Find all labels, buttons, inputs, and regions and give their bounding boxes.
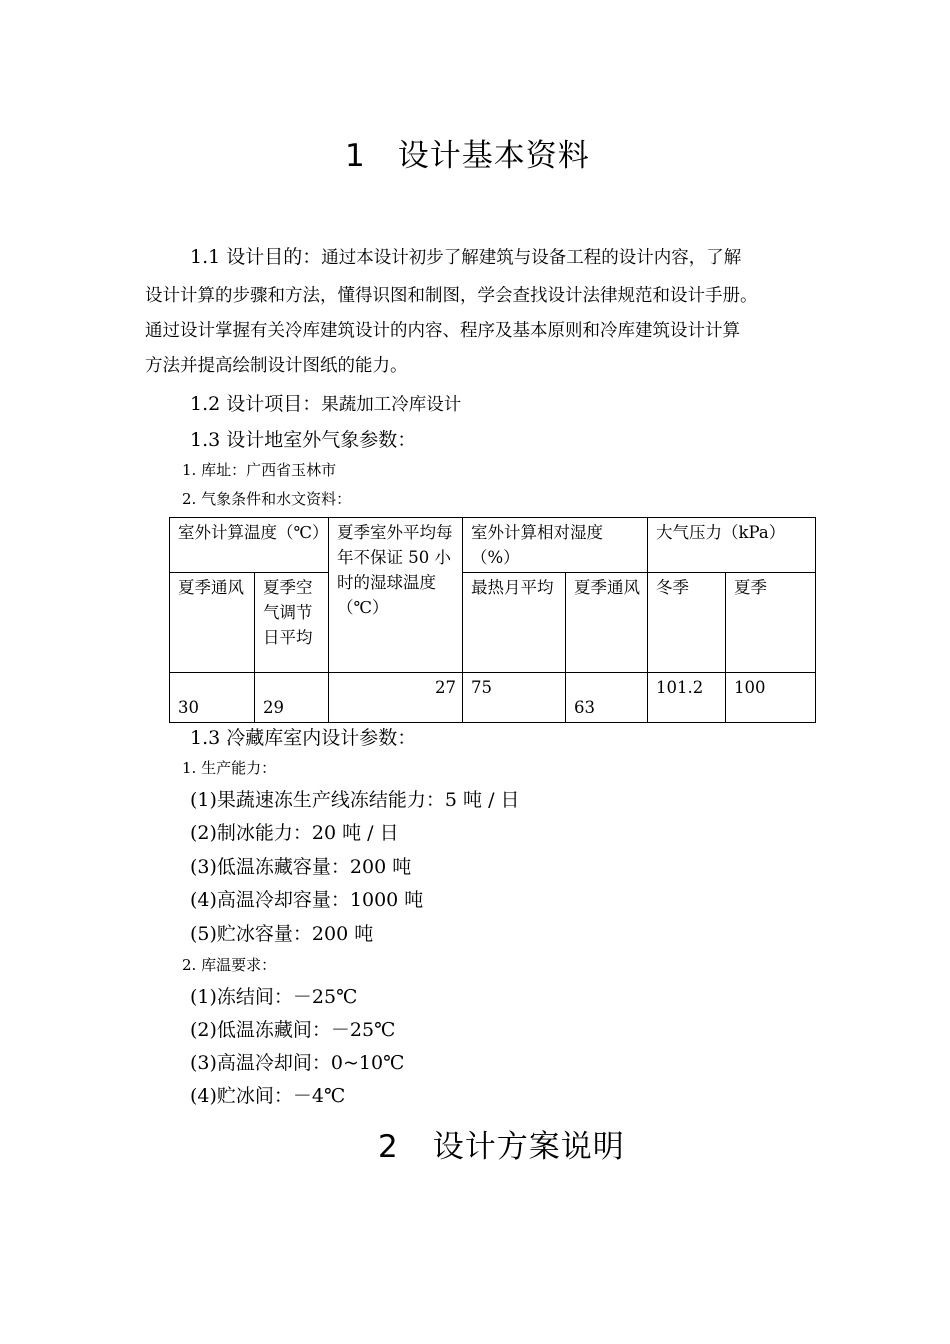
subheader-summer-ventilation-temp: 夏季通风 [170, 573, 255, 673]
header-pressure: 大气压力（kPa） [648, 518, 816, 573]
list-item: 1. 库址：广西省玉林市 [182, 461, 337, 479]
subheader-summer-ventilation-humidity: 夏季通风 [566, 573, 648, 673]
section-1-1 [190, 242, 741, 269]
cell-value: 101.2 [648, 673, 726, 723]
section-1-3-indoor-heading: 1.3 冷藏库室内设计参数： [190, 727, 417, 749]
heading-1-title: 设计基本资料 [397, 138, 590, 174]
temperature-item: (1)冻结间：－25℃ [190, 986, 358, 1008]
cell-value: 29 [255, 673, 329, 723]
section-1-1-label: 1.1 设计目的： [190, 246, 322, 268]
paragraph-line: 设计计算的步骤和方法，懂得识图和制图，学会查找设计法律规范和设计手册。 [145, 286, 758, 306]
section-1-1-line-1: 通过本设计初步了解建筑与设备工程的设计内容，了解 [321, 248, 742, 268]
subheader-summer: 夏季 [726, 573, 816, 673]
capacity-item: (3)低温冻藏容量：200 吨 [190, 856, 412, 878]
cell-value: 27 [329, 673, 463, 723]
temperature-item: (3)高温冷却间：0~10℃ [190, 1052, 405, 1074]
subheading-temperature: 2. 库温要求： [182, 956, 277, 974]
subheading-capacity: 1. 生产能力： [182, 759, 277, 777]
cell-value: 63 [566, 673, 648, 723]
section-1-2-text: 果蔬加工冷库设计 [321, 395, 462, 415]
heading-1-number: 1 [345, 138, 366, 174]
heading-2 [378, 1121, 625, 1166]
list-item: 2. 气象条件和水文资料： [182, 490, 352, 508]
capacity-item: (1)果蔬速冻生产线冻结能力：5 吨 / 日 [190, 789, 520, 811]
heading-2-number: 2 [378, 1129, 399, 1165]
section-1-2 [190, 389, 461, 416]
header-outdoor-temp: 室外计算温度（℃） [170, 518, 329, 573]
subheader-winter: 冬季 [648, 573, 726, 673]
heading-1 [345, 130, 590, 175]
cell-value: 30 [170, 673, 255, 723]
subheader-summer-ac-daily: 夏季空气调节日平均 [255, 573, 329, 673]
heading-2-title: 设计方案说明 [432, 1129, 625, 1165]
weather-table [169, 517, 816, 723]
temperature-item: (2)低温冻藏间：－25℃ [190, 1019, 396, 1041]
paragraph-line: 方法并提高绘制设计图纸的能力。 [145, 356, 408, 376]
temperature-item: (4)贮冰间：－4℃ [190, 1085, 346, 1107]
header-humidity: 室外计算相对湿度（%） [463, 518, 648, 573]
section-1-2-label: 1.2 设计项目： [190, 393, 322, 415]
capacity-item: (4)高温冷却容量：1000 吨 [190, 889, 424, 911]
header-summer-wet-bulb: 夏季室外平均每年不保证 50 小时的湿球温度（℃） [329, 518, 463, 673]
capacity-item: (5)贮冰容量：200 吨 [190, 923, 374, 945]
cell-value: 75 [463, 673, 566, 723]
capacity-item: (2)制冰能力：20 吨 / 日 [190, 822, 399, 844]
section-1-3-outdoor-heading: 1.3 设计地室外气象参数： [190, 429, 417, 451]
subheader-hottest-month: 最热月平均 [463, 573, 566, 673]
cell-value: 100 [726, 673, 816, 723]
paragraph-line: 通过设计掌握有关冷库建筑设计的内容、程序及基本原则和冷库建筑设计计算 [145, 321, 740, 341]
